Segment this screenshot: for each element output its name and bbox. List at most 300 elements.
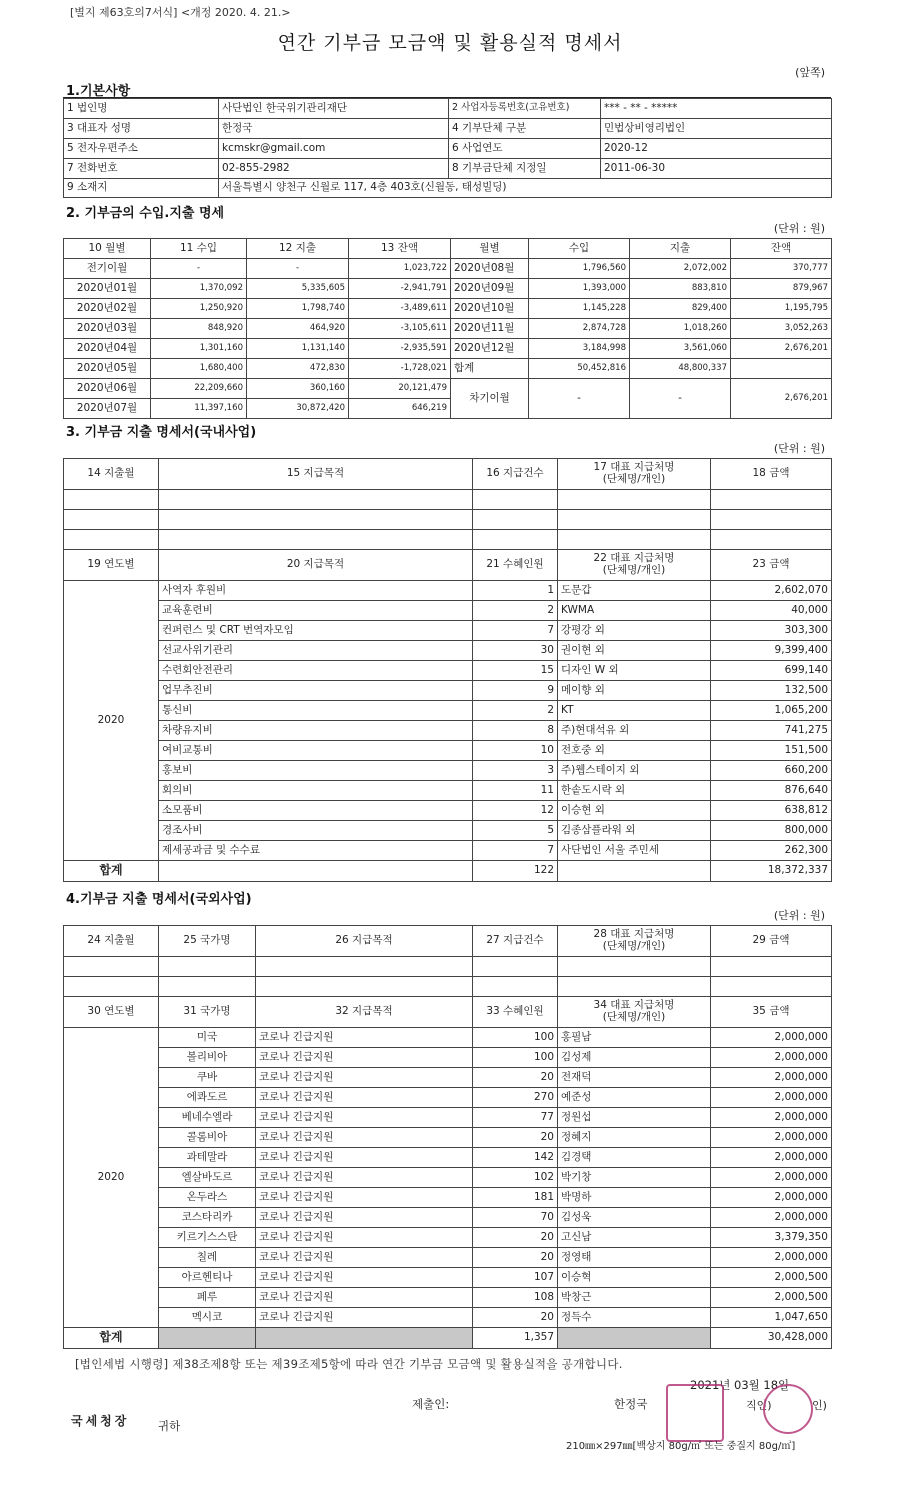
- count-cell: 270: [473, 1088, 558, 1108]
- amount-cell: 2,000,000: [711, 1248, 832, 1268]
- empty-row: [64, 490, 832, 510]
- count-cell: 20: [473, 1228, 558, 1248]
- unit-label-3: (단위 : 원): [773, 442, 825, 455]
- column-header: 27 지급건수: [473, 926, 558, 957]
- payee-cell: 도문갑: [558, 581, 711, 601]
- info-label: 4 기부단체 구분: [449, 119, 601, 139]
- count-cell: 3: [473, 761, 558, 781]
- column-header: 30 연도별: [64, 997, 159, 1028]
- total-label: 합계: [64, 861, 159, 882]
- round-seal-stamp: [763, 1384, 813, 1434]
- info-label: 6 사업연도: [449, 139, 601, 159]
- info-value: 2020-12: [601, 139, 832, 159]
- count-cell: 20: [473, 1308, 558, 1328]
- payee-cell: 박명하: [558, 1188, 711, 1208]
- column-header: 잔액: [731, 239, 832, 259]
- table-cell: 2,874,728: [529, 319, 630, 339]
- data-row: [64, 721, 832, 741]
- table-cell: 2020년07월: [64, 399, 151, 419]
- info-label: 2 사업자등록번호(고유번호): [449, 99, 601, 119]
- data-row: [64, 741, 832, 761]
- empty-cell: [558, 977, 711, 997]
- table-cell: 20,121,479: [349, 379, 451, 399]
- purpose-cell: 교육훈련비: [159, 601, 473, 621]
- payee-cell: 김성욱: [558, 1208, 711, 1228]
- info-value: 서울특별시 양천구 신월로 117, 4층 403호(신월동, 태성빌딩): [219, 179, 832, 198]
- column-header: 26 지급목적: [256, 926, 473, 957]
- count-cell: 100: [473, 1048, 558, 1068]
- count-cell: 102: [473, 1168, 558, 1188]
- column-header: 20 지급목적: [159, 550, 473, 581]
- country-cell: 온두라스: [159, 1188, 256, 1208]
- purpose-cell: 컨퍼런스 및 CRT 번역자모임: [159, 621, 473, 641]
- count-cell: 70: [473, 1208, 558, 1228]
- amount-cell: 699,140: [711, 661, 832, 681]
- count-cell: 108: [473, 1288, 558, 1308]
- amount-cell: 303,300: [711, 621, 832, 641]
- table-cell: 1,195,795: [731, 299, 832, 319]
- info-value: kcmskr@gmail.com: [219, 139, 449, 159]
- info-label: 5 전자우편주소: [64, 139, 219, 159]
- purpose-cell: 수련회안전관리: [159, 661, 473, 681]
- count-cell: 11: [473, 781, 558, 801]
- empty-cell: [711, 957, 832, 977]
- amount-cell: 2,000,000: [711, 1068, 832, 1088]
- payee-cell: 김경택: [558, 1148, 711, 1168]
- data-row: [64, 641, 832, 661]
- info-row: [64, 179, 832, 198]
- empty-cell: [64, 977, 159, 997]
- column-header: 17 대표 지급처명 (단체명/개인): [558, 459, 711, 490]
- purpose-cell: 코로나 긴급지원: [256, 1268, 473, 1288]
- submitter-name: 한정국: [614, 1397, 648, 1411]
- purpose-cell: 코로나 긴급지원: [256, 1028, 473, 1048]
- count-cell: 20: [473, 1248, 558, 1268]
- legal-note: [법인세법 시행령] 제38조제8항 또는 제39조제5항에 따라 연간 기부금 모금액 및 활용실적을 공개합니다.: [75, 1357, 623, 1371]
- submit-label: 제출인:: [412, 1397, 450, 1411]
- year-cell: 2020: [64, 1028, 159, 1328]
- country-cell: 에콰도르: [159, 1088, 256, 1108]
- table-cell: 2020년12월: [451, 339, 529, 359]
- payee-cell: 주)현대석유 외: [558, 721, 711, 741]
- data-row: [64, 601, 832, 621]
- table-cell: -2,941,791: [349, 279, 451, 299]
- empty-cell: [473, 977, 558, 997]
- table-cell: 3,184,998: [529, 339, 630, 359]
- column-header: 수입: [529, 239, 630, 259]
- purpose-cell: 코로나 긴급지원: [256, 1048, 473, 1068]
- table-cell: 1,018,260: [630, 319, 731, 339]
- table-cell: 1,023,722: [349, 259, 451, 279]
- data-row: [64, 359, 832, 379]
- payee-cell: 이승현 외: [558, 801, 711, 821]
- info-value: 민법상비영리법인: [601, 119, 832, 139]
- empty-cell: [473, 957, 558, 977]
- empty-cell: [558, 957, 711, 977]
- empty-cell: [558, 510, 711, 530]
- empty-cell: [159, 977, 256, 997]
- column-header: 19 연도별: [64, 550, 159, 581]
- payee-cell: 홍필남: [558, 1028, 711, 1048]
- payee-cell: 강평강 외: [558, 621, 711, 641]
- table-cell: 합계: [451, 359, 529, 379]
- amount-cell: 262,300: [711, 841, 832, 861]
- amount-cell: 2,000,000: [711, 1028, 832, 1048]
- info-value: 02-855-2982: [219, 159, 449, 179]
- count-cell: 20: [473, 1068, 558, 1088]
- table-cell: 2020년06월: [64, 379, 151, 399]
- amount-cell: 2,000,000: [711, 1108, 832, 1128]
- payee-cell: 전재덕: [558, 1068, 711, 1088]
- empty-row: [64, 977, 832, 997]
- country-cell: 칠레: [159, 1248, 256, 1268]
- column-header: 22 대표 지급처명 (단체명/개인): [558, 550, 711, 581]
- header-row: [64, 997, 832, 1028]
- table-cell: 1,796,560: [529, 259, 630, 279]
- purpose-cell: 코로나 긴급지원: [256, 1168, 473, 1188]
- column-header: 24 지출월: [64, 926, 159, 957]
- table-cell: 50,452,816: [529, 359, 630, 379]
- total-count: 122: [473, 861, 558, 882]
- column-header: 33 수혜인원: [473, 997, 558, 1028]
- table-cell: -2,935,591: [349, 339, 451, 359]
- data-row: [64, 1248, 832, 1268]
- table-cell: 2,676,201: [731, 379, 832, 419]
- empty-cell: [159, 490, 473, 510]
- country-cell: 엘살바도르: [159, 1168, 256, 1188]
- purpose-cell: 코로나 긴급지원: [256, 1308, 473, 1328]
- data-row: [64, 1028, 832, 1048]
- purpose-cell: 통신비: [159, 701, 473, 721]
- purpose-cell: 코로나 긴급지원: [256, 1108, 473, 1128]
- section-4-title: 4.기부금 지출 명세서(국외사업): [66, 892, 252, 907]
- table-cell: 차기이월: [451, 379, 529, 419]
- table-cell: 370,777: [731, 259, 832, 279]
- country-cell: 베네수엘라: [159, 1108, 256, 1128]
- purpose-cell: 업무추진비: [159, 681, 473, 701]
- country-cell: 아르헨티나: [159, 1268, 256, 1288]
- total-amount: 18,372,337: [711, 861, 832, 882]
- info-row: [64, 99, 832, 119]
- amount-cell: 800,000: [711, 821, 832, 841]
- data-row: [64, 801, 832, 821]
- table-cell: 2020년02월: [64, 299, 151, 319]
- payee-cell: 전호중 외: [558, 741, 711, 761]
- purpose-cell: 회의비: [159, 781, 473, 801]
- info-row: [64, 139, 832, 159]
- info-label: 9 소재지: [64, 179, 219, 198]
- table-cell: 5,335,605: [247, 279, 349, 299]
- data-row: [64, 681, 832, 701]
- country-cell: 미국: [159, 1028, 256, 1048]
- count-cell: 15: [473, 661, 558, 681]
- table-cell: 11,397,160: [151, 399, 247, 419]
- data-row: [64, 701, 832, 721]
- payee-cell: 권이현 외: [558, 641, 711, 661]
- domestic-expense-table: [63, 458, 832, 882]
- amount-cell: 2,602,070: [711, 581, 832, 601]
- table-cell: 2020년09월: [451, 279, 529, 299]
- empty-cell: [64, 957, 159, 977]
- empty-cell: [256, 977, 473, 997]
- table-cell: 22,209,660: [151, 379, 247, 399]
- count-cell: 77: [473, 1108, 558, 1128]
- table-cell: 2,676,201: [731, 339, 832, 359]
- empty-cell: [558, 530, 711, 550]
- purpose-cell: 선교사위기관리: [159, 641, 473, 661]
- data-row: [64, 319, 832, 339]
- info-value: 사단법인 한국위기관리재단: [219, 99, 449, 119]
- count-cell: 142: [473, 1148, 558, 1168]
- table-cell: 1,680,400: [151, 359, 247, 379]
- data-row: [64, 1068, 832, 1088]
- count-cell: 10: [473, 741, 558, 761]
- count-cell: 5: [473, 821, 558, 841]
- data-row: [64, 581, 832, 601]
- count-cell: 2: [473, 701, 558, 721]
- data-row: [64, 1208, 832, 1228]
- empty-cell: [159, 530, 473, 550]
- amount-cell: 40,000: [711, 601, 832, 621]
- amount-cell: 2,000,000: [711, 1128, 832, 1148]
- column-header: 13 잔액: [349, 239, 451, 259]
- empty-cell: [159, 861, 473, 882]
- purpose-cell: 여비교통비: [159, 741, 473, 761]
- count-cell: 100: [473, 1028, 558, 1048]
- table-cell: 전기이월: [64, 259, 151, 279]
- empty-row: [64, 530, 832, 550]
- payee-cell: 고신남: [558, 1228, 711, 1248]
- table-cell: 1,393,000: [529, 279, 630, 299]
- table-cell: 2020년03월: [64, 319, 151, 339]
- corporate-seal-stamp: [666, 1384, 724, 1442]
- count-cell: 1: [473, 581, 558, 601]
- total-count: 1,357: [473, 1328, 558, 1349]
- purpose-cell: 코로나 긴급지원: [256, 1068, 473, 1088]
- payee-cell: 박기창: [558, 1168, 711, 1188]
- purpose-cell: 코로나 긴급지원: [256, 1248, 473, 1268]
- purpose-cell: 홍보비: [159, 761, 473, 781]
- country-cell: 페루: [159, 1288, 256, 1308]
- empty-cell: [64, 530, 159, 550]
- payee-cell: KWMA: [558, 601, 711, 621]
- amount-cell: 660,200: [711, 761, 832, 781]
- table-cell: -3,105,611: [349, 319, 451, 339]
- info-value: *** - ** - *****: [601, 99, 832, 119]
- empty-row: [64, 957, 832, 977]
- amount-cell: 2,000,000: [711, 1048, 832, 1068]
- purpose-cell: 코로나 긴급지원: [256, 1188, 473, 1208]
- payee-cell: 박창근: [558, 1288, 711, 1308]
- info-value: 2011-06-30: [601, 159, 832, 179]
- payee-cell: 정원섭: [558, 1108, 711, 1128]
- info-label: 8 기부금단체 지정일: [449, 159, 601, 179]
- count-cell: 107: [473, 1268, 558, 1288]
- table-cell: 848,920: [151, 319, 247, 339]
- unit-label-2: (단위 : 원): [773, 222, 825, 235]
- data-row: [64, 1048, 832, 1068]
- empty-cell: [64, 510, 159, 530]
- column-header: 10 월별: [64, 239, 151, 259]
- amount-cell: 151,500: [711, 741, 832, 761]
- recipient-suffix: 귀하: [158, 1419, 181, 1433]
- info-label: 3 대표자 성명: [64, 119, 219, 139]
- info-value: 한정국: [219, 119, 449, 139]
- income-expense-table: [63, 238, 832, 419]
- header-row: [64, 926, 832, 957]
- empty-row: [64, 510, 832, 530]
- table-cell: -: [247, 259, 349, 279]
- count-cell: 12: [473, 801, 558, 821]
- info-row: [64, 119, 832, 139]
- data-row: [64, 1108, 832, 1128]
- amount-cell: 638,812: [711, 801, 832, 821]
- seal-label: 직인): [746, 1399, 772, 1412]
- year-cell: 2020: [64, 581, 159, 861]
- payee-cell: 디자인 W 외: [558, 661, 711, 681]
- info-label: 7 전화번호: [64, 159, 219, 179]
- data-row: [64, 379, 832, 399]
- column-header: 25 국가명: [159, 926, 256, 957]
- payee-cell: 정혜지: [558, 1128, 711, 1148]
- table-cell: 2020년04월: [64, 339, 151, 359]
- data-row: [64, 299, 832, 319]
- data-row: [64, 821, 832, 841]
- table-cell: 2020년10월: [451, 299, 529, 319]
- column-header: 28 대표 지급처명 (단체명/개인): [558, 926, 711, 957]
- table-cell: 3,052,263: [731, 319, 832, 339]
- amount-cell: 2,000,000: [711, 1208, 832, 1228]
- empty-cell: [473, 530, 558, 550]
- column-header: 31 국가명: [159, 997, 256, 1028]
- section-1-title: 1.기본사항: [66, 84, 131, 99]
- country-cell: 볼리비아: [159, 1048, 256, 1068]
- table-cell: -: [151, 259, 247, 279]
- data-row: [64, 1188, 832, 1208]
- data-row: [64, 841, 832, 861]
- front-label: (앞쪽): [795, 66, 825, 79]
- page-title: 연간 기부금 모금액 및 활용실적 명세서: [277, 32, 623, 54]
- country-cell: 콜롬비아: [159, 1128, 256, 1148]
- count-cell: 7: [473, 621, 558, 641]
- amount-cell: 3,379,350: [711, 1228, 832, 1248]
- column-header: 12 지출: [247, 239, 349, 259]
- empty-cell: [159, 957, 256, 977]
- data-row: [64, 339, 832, 359]
- table-cell: 646,219: [349, 399, 451, 419]
- column-header: 지출: [630, 239, 731, 259]
- table-cell: 1,250,920: [151, 299, 247, 319]
- count-cell: 2: [473, 601, 558, 621]
- count-cell: 7: [473, 841, 558, 861]
- table-cell: 2020년08월: [451, 259, 529, 279]
- table-cell: 360,160: [247, 379, 349, 399]
- table-cell: 3,561,060: [630, 339, 731, 359]
- column-header: 35 금액: [711, 997, 832, 1028]
- table-cell: 829,400: [630, 299, 731, 319]
- column-header: 14 지출월: [64, 459, 159, 490]
- column-header: 34 대표 지급처명 (단체명/개인): [558, 997, 711, 1028]
- unit-label-4: (단위 : 원): [773, 909, 825, 922]
- data-row: [64, 1268, 832, 1288]
- purpose-cell: 코로나 긴급지원: [256, 1208, 473, 1228]
- table-cell: [731, 359, 832, 379]
- total-row: [64, 861, 832, 882]
- purpose-cell: 코로나 긴급지원: [256, 1228, 473, 1248]
- table-cell: 2020년01월: [64, 279, 151, 299]
- empty-cell: [473, 510, 558, 530]
- data-row: [64, 279, 832, 299]
- country-cell: 키르기스스탄: [159, 1228, 256, 1248]
- table-cell: 30,872,420: [247, 399, 349, 419]
- header-row: [64, 239, 832, 259]
- payee-cell: KT: [558, 701, 711, 721]
- purpose-cell: 코로나 긴급지원: [256, 1088, 473, 1108]
- basic-info-table: [63, 98, 832, 198]
- data-row: [64, 1288, 832, 1308]
- payee-cell: 사단법인 서울 주민세: [558, 841, 711, 861]
- data-row: [64, 781, 832, 801]
- column-header: 15 지급목적: [159, 459, 473, 490]
- amount-cell: 132,500: [711, 681, 832, 701]
- empty-cell: [711, 510, 832, 530]
- amount-cell: 1,047,650: [711, 1308, 832, 1328]
- payee-cell: 정영태: [558, 1248, 711, 1268]
- country-cell: 코스타리카: [159, 1208, 256, 1228]
- country-cell: 멕시코: [159, 1308, 256, 1328]
- payee-cell: 이승혁: [558, 1268, 711, 1288]
- empty-cell: [558, 490, 711, 510]
- submit-date: 2021년 03월 18일: [690, 1378, 790, 1392]
- column-header: 29 금액: [711, 926, 832, 957]
- payee-cell: 김성제: [558, 1048, 711, 1068]
- payee-cell: 한솥도시락 외: [558, 781, 711, 801]
- column-header: 11 수입: [151, 239, 247, 259]
- payee-cell: 김종삼플라워 외: [558, 821, 711, 841]
- empty-cell: [64, 490, 159, 510]
- column-header: 18 금액: [711, 459, 832, 490]
- payee-cell: 메이향 외: [558, 681, 711, 701]
- column-header: 23 금액: [711, 550, 832, 581]
- purpose-cell: 제세공과금 및 수수료: [159, 841, 473, 861]
- country-cell: 쿠바: [159, 1068, 256, 1088]
- amount-cell: 2,000,000: [711, 1148, 832, 1168]
- overseas-expense-table: [63, 925, 832, 1349]
- column-header: 월별: [451, 239, 529, 259]
- table-cell: 464,920: [247, 319, 349, 339]
- amount-cell: 9,399,400: [711, 641, 832, 661]
- shaded-cell: [558, 1328, 711, 1349]
- table-cell: 1,145,228: [529, 299, 630, 319]
- header-row: [64, 459, 832, 490]
- amount-cell: 876,640: [711, 781, 832, 801]
- table-cell: -: [529, 379, 630, 419]
- table-cell: -1,728,021: [349, 359, 451, 379]
- table-cell: 1,301,160: [151, 339, 247, 359]
- section-2-title: 2. 기부금의 수입.지출 명세: [66, 206, 225, 221]
- empty-cell: [558, 861, 711, 882]
- table-cell: 1,131,140: [247, 339, 349, 359]
- purpose-cell: 코로나 긴급지원: [256, 1148, 473, 1168]
- amount-cell: 2,000,000: [711, 1168, 832, 1188]
- purpose-cell: 사역자 후원비: [159, 581, 473, 601]
- column-header: 16 지급건수: [473, 459, 558, 490]
- section-3-title: 3. 기부금 지출 명세서(국내사업): [66, 425, 257, 440]
- data-row: [64, 1128, 832, 1148]
- table-cell: -3,489,611: [349, 299, 451, 319]
- info-label: 1 법인명: [64, 99, 219, 119]
- purpose-cell: 소모품비: [159, 801, 473, 821]
